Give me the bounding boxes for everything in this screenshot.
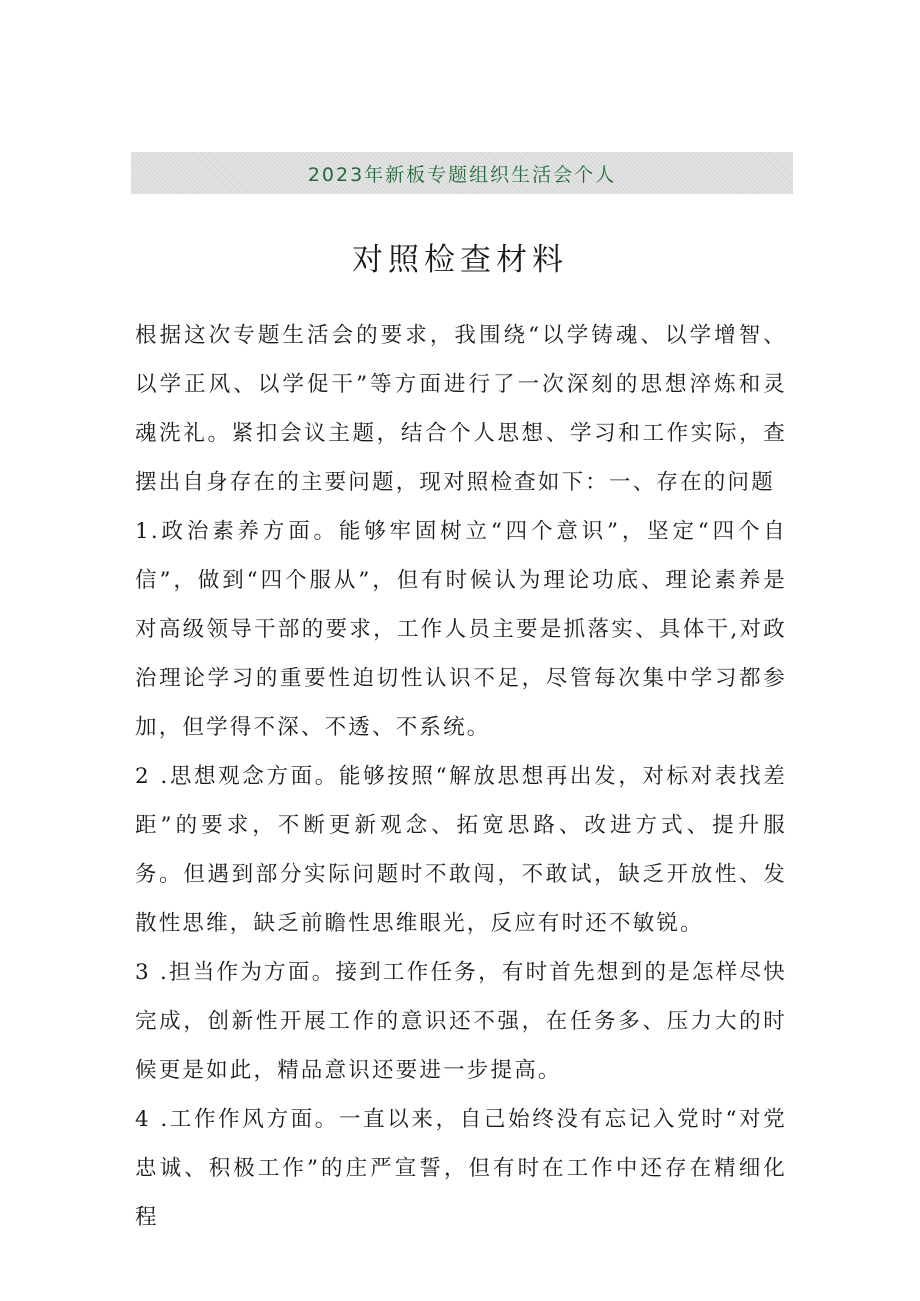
paragraph-2: 2 .思想观念方面。能够按照“解放思想再出发，对标对表找差距”的要求，不断更新观念、拓宽思路、改进方式、提升服务。但遇到部分实际问题时不敢闯，不敢试，缺乏开放性、发散性思维，缺乏前瞻性思维眼光，反应有时还不敏锐。 — [135, 764, 787, 936]
paragraph-3: 3 .担当作为方面。接到工作任务，有时首先想到的是怎样尽快完成，创新性开展工作的意识还不强，在任务多、压力大的时候更是如此，精品意识还要进一步提高。 — [135, 960, 787, 1083]
title-banner — [131, 152, 793, 194]
paragraph-4: 4 .工作作风方面。一直以来，自己始终没有忘记入党时“对党忠诚、积极工作”的庄严宣誓，但有时在工作中还存在精细化程 — [135, 1107, 787, 1230]
document-body — [135, 311, 787, 1242]
paragraph-1: 1.政治素养方面。能够牢固树立“四个意识”，坚定“四个自信”，做到“四个服从”，但有时候认为理论功底、理论素养是对高级领导干部的要求，工作人员主要是抓落实、具体干,对政治理论学习的重要性迫切性认识不足，尽管每次集中学习都参加，但学得不深、不透、不系统。 — [135, 519, 787, 740]
intro-paragraph: 根据这次专题生活会的要求，我围绕“以学铸魂、以学增智、以学正风、以学促干”等方面进行了一次深刻的思想淬炼和灵魂洗礼。紧扣会议主题，结合个人思想、学习和工作实际，查摆出自身存在的主要问题，现对照检查如下：一、存在的问题 — [135, 323, 787, 495]
document-title: 对照检查材料 — [352, 242, 568, 278]
banner-text: 2023年新板专题组织生活会个人 — [307, 163, 617, 186]
